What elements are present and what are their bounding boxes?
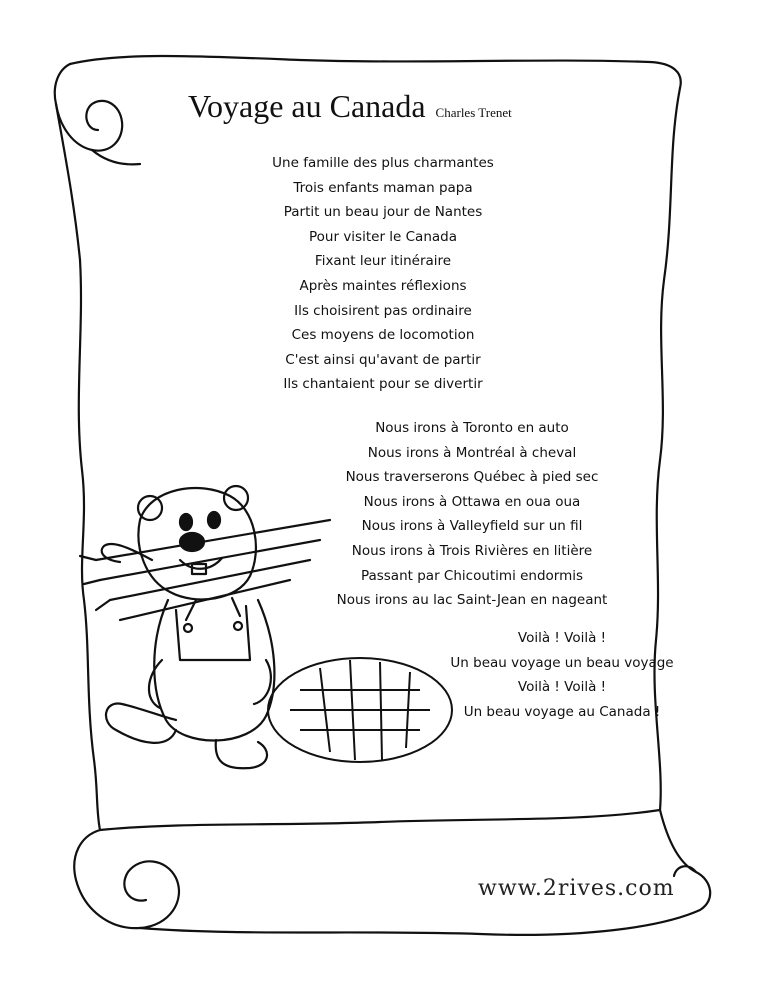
scroll-left-edge	[79, 260, 100, 830]
poem-title: Voyage au Canada	[188, 88, 426, 124]
website-credit: www.2rives.com	[478, 876, 675, 901]
beaver-drawing	[80, 486, 330, 768]
poem-line: Un beau voyage au Canada !	[463, 703, 661, 720]
poem-line: Ils chantaient pour se divertir	[283, 376, 483, 393]
stanza-1	[228, 151, 538, 397]
poem-line: Pour visiter le Canada	[309, 228, 457, 245]
poem-line: Nous irons à Montréal à cheval	[367, 444, 577, 461]
poem-line: Nous traverserons Québec à pied sec	[345, 469, 599, 486]
beaver-tail-drawing	[268, 658, 452, 762]
stanza-2	[322, 416, 622, 613]
poem-line: Passant par Chicoutimi endormis	[360, 567, 584, 584]
poem-line: Ils choisirent pas ordinaire	[294, 302, 472, 319]
poem-line: Voilà ! Voilà !	[517, 679, 607, 696]
poem-line: Ces moyens de locomotion	[291, 327, 475, 344]
poem-line: Un beau voyage un beau voyage	[450, 654, 674, 671]
poem-line: Une famille des plus charmantes	[272, 155, 494, 171]
poem-line: C'est ainsi qu'avant de partir	[285, 351, 481, 368]
poem-line: Nous irons au lac Saint-Jean en nageant	[336, 592, 608, 609]
poem-line: Trois enfants maman papa	[293, 179, 473, 196]
scroll-top-roll	[70, 56, 681, 88]
scroll-bottom-roll	[100, 810, 660, 830]
poem-line: Nous irons à Toronto en auto	[375, 420, 569, 436]
poem-author: Charles Trenet	[435, 105, 512, 120]
poem-line: Partit un beau jour de Nantes	[283, 204, 483, 221]
poem-line: Nous irons à Trois Rivières en litière	[351, 542, 593, 559]
poem-line: Voilà ! Voilà !	[517, 630, 607, 646]
title-row	[188, 88, 512, 125]
stanza-3-chorus	[430, 626, 694, 724]
poem-line: Fixant leur itinéraire	[314, 253, 452, 270]
poem-line: Après maintes réflexions	[299, 277, 467, 294]
poem-line: Nous irons à Ottawa en oua oua	[363, 493, 581, 510]
poem-line: Nous irons à Valleyfield sur un fil	[361, 518, 583, 535]
